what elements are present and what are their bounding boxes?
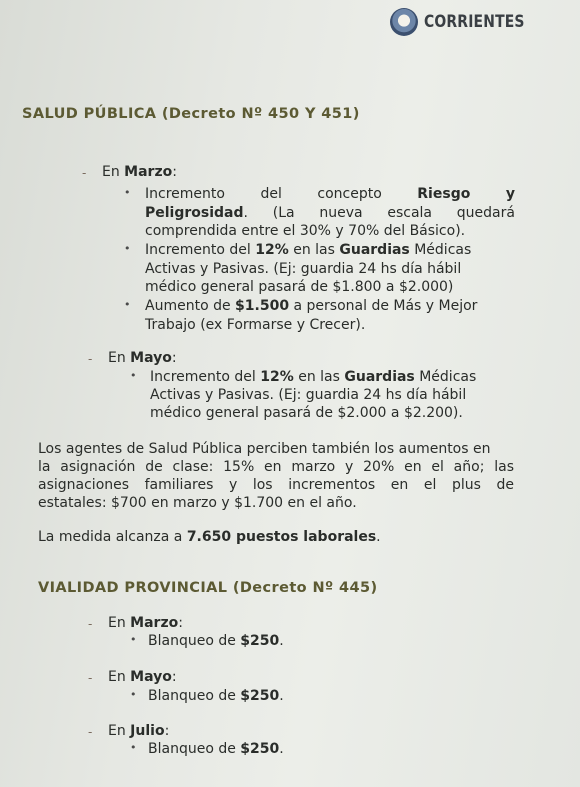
bullet-dot: • <box>124 186 131 199</box>
bullet-dot: • <box>124 298 131 311</box>
dash-bullet: - <box>88 617 93 631</box>
month-label-vialidad-julio: En Julio: <box>108 723 170 739</box>
section-title-vialidad: VIALIDAD PROVINCIAL (Decreto Nº 445) <box>38 580 378 596</box>
marzo-bullet-2-line-1: Incremento del 12% en las Guardias Médicas <box>145 242 472 258</box>
province-seal-icon <box>390 8 418 36</box>
marzo-bullet-1-line-2: Peligrosidad. (La nueva escala quedará <box>145 205 515 221</box>
section-title-salud: SALUD PÚBLICA (Decreto Nº 450 Y 451) <box>22 106 360 122</box>
mayo-bullet-1-line-1: Incremento del 12% en las Guardias Médicas <box>150 369 477 385</box>
vialidad-mayo-bullet: Blanqueo de $250. <box>148 688 284 704</box>
bullet-dot: • <box>130 633 137 646</box>
mayo-bullet-1-line-3: médico general pasará de $2.000 a $2.200). <box>150 405 463 421</box>
paragraph-line-3: asignaciones familiares y los incrementos en el plus de <box>38 477 514 493</box>
marzo-bullet-3-line-1: Aumento de $1.500 a personal de Más y Mejor <box>145 298 478 314</box>
paragraph-line-1: Los agentes de Salud Pública perciben también los aumentos en <box>38 441 491 457</box>
marzo-bullet-2-line-2: Activas y Pasivas. (Ej: guardia 24 hs día hábil <box>145 261 462 277</box>
month-label-vialidad-mayo: En Mayo: <box>108 669 177 685</box>
bullet-dot: • <box>124 242 131 255</box>
marzo-bullet-2-line-3: médico general pasará de $1.800 a $2.000) <box>145 279 454 295</box>
bullet-dot: • <box>130 369 137 382</box>
dash-bullet: - <box>88 725 93 739</box>
marzo-bullet-1-line-1: Incremento del concepto Riesgo y <box>145 186 515 202</box>
dash-bullet: - <box>88 671 93 685</box>
bullet-dot: • <box>130 741 137 754</box>
vialidad-marzo-bullet: Blanqueo de $250. <box>148 633 284 649</box>
logo-text: CORRIENTES <box>424 12 525 32</box>
month-label-mayo: En Mayo: <box>108 350 177 366</box>
month-label-marzo: En Marzo: <box>102 164 177 180</box>
month-label-vialidad-marzo: En Marzo: <box>108 615 183 631</box>
paragraph-line-4: estatales: $700 en marzo y $1.700 en el año. <box>38 495 357 511</box>
mayo-bullet-1-line-2: Activas y Pasivas. (Ej: guardia 24 hs día hábil <box>150 387 467 403</box>
marzo-bullet-1-line-3: comprendida entre el 30% y 70% del Básico). <box>145 223 466 239</box>
dash-bullet: - <box>82 166 87 180</box>
corrientes-logo <box>390 8 547 36</box>
vialidad-julio-bullet: Blanqueo de $250. <box>148 741 284 757</box>
bullet-dot: • <box>130 688 137 701</box>
medida-line: La medida alcanza a 7.650 puestos laborales. <box>38 529 381 545</box>
marzo-bullet-3-line-2: Trabajo (ex Formarse y Crecer). <box>145 317 366 333</box>
dash-bullet: - <box>88 352 93 366</box>
paragraph-line-2: la asignación de clase: 15% en marzo y 20% en el año; las <box>38 459 514 475</box>
